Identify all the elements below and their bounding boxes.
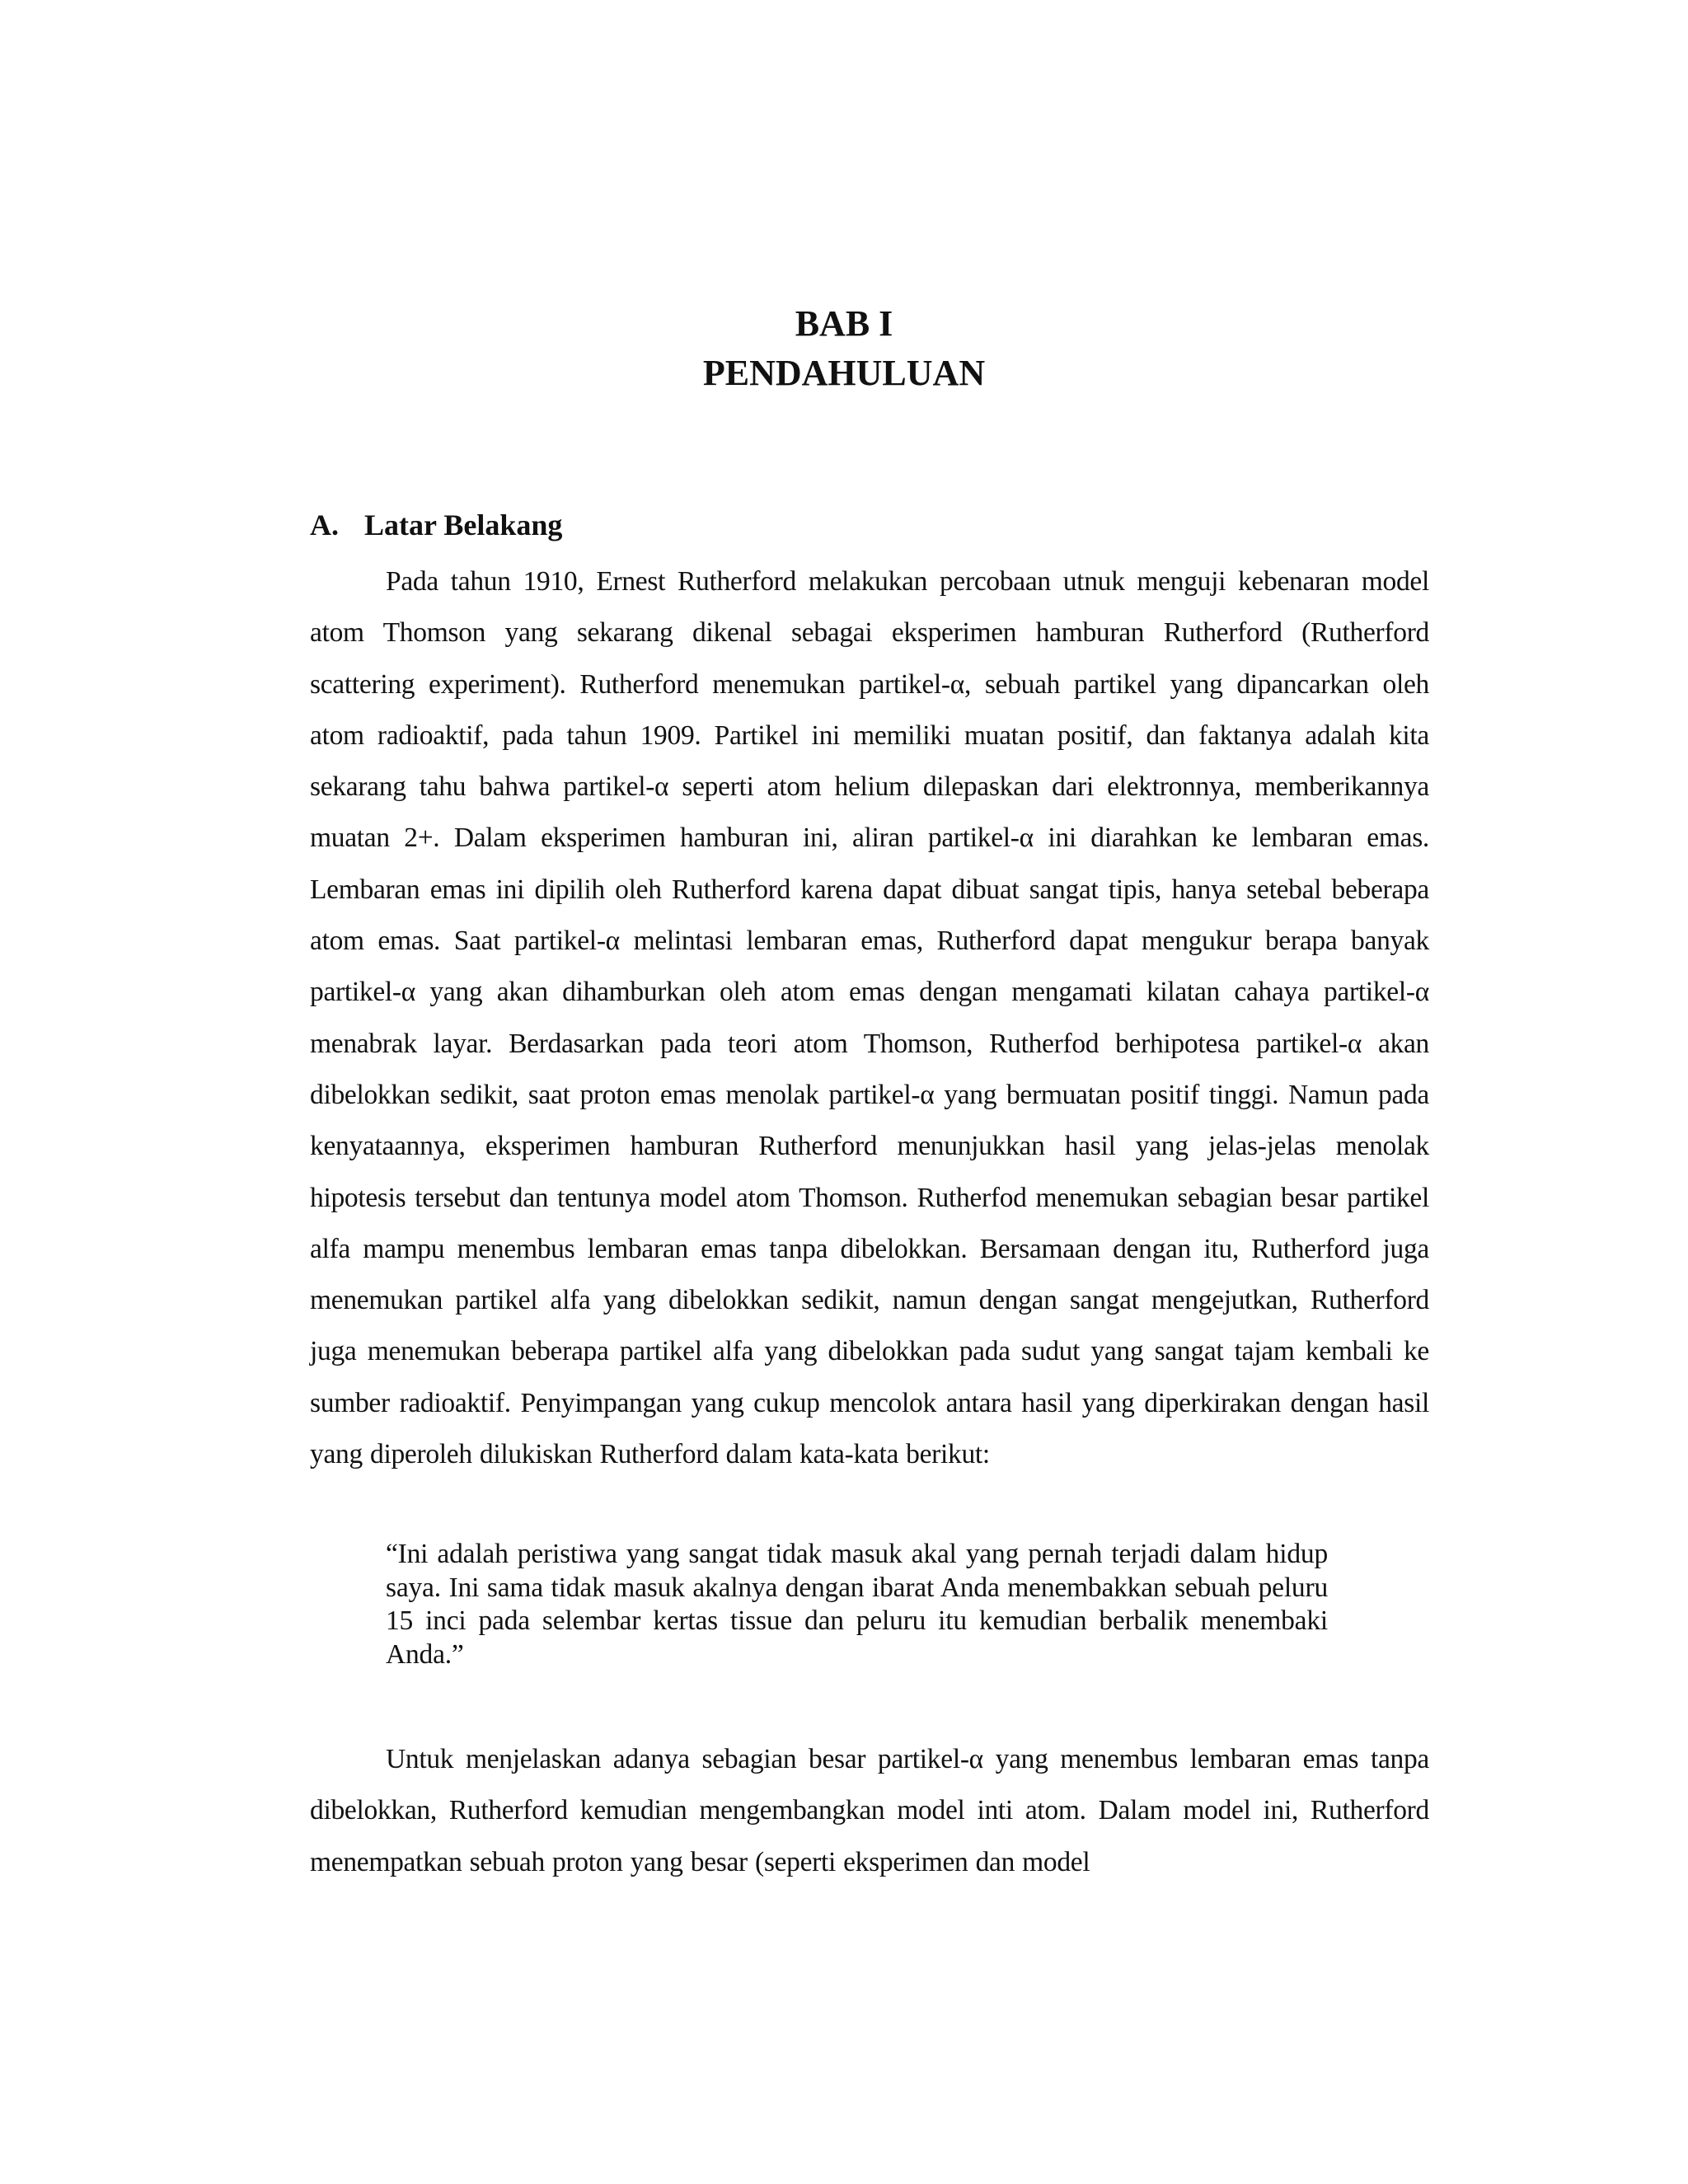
section-title: Latar Belakang [364, 509, 563, 541]
chapter-title: PENDAHULUAN [702, 353, 986, 393]
body-paragraph-1: Pada tahun 1910, Ernest Rutherford melakukan percobaan utnuk menguji kebenaran model atom Thomson yang sekarang dikenal sebagai eksperimen hamburan Rutherford (Rutherford scattering experiment). Rutherford menemukan partikel-α, sebuah partikel yang dipancarkan oleh atom radioaktif, pada tahun 1909. Partikel ini memiliki muatan positif, dan faktanya adalah kita sekarang tahu bahwa partikel-α seperti atom helium dilepaskan dari elektronnya, memberikannya muatan 2+. Dalam eksperimen hamburan ini, aliran partikel-α ini diarahkan ke lembaran emas. Lembaran emas ini dipilih oleh Rutherford karena dapat dibuat sangat tipis, hanya setebal beberapa atom emas. Saat partikel-α melintasi lembaran emas, Rutherford dapat mengukur berapa banyak partikel-α yang akan dihamburkan oleh atom emas dengan mengamati kilatan cahaya partikel-α menabrak layar. Berdasarkan pada teori atom Thomson, Rutherfod berhipotesa partikel-α akan dibelokkan sedikit, saat proton emas menolak partikel-α yang bermuatan positif tinggi. Namun pada kenyataannya, eksperimen hamburan Rutherford menunjukkan hasil yang jelas-jelas menolak hipotesis tersebut dan tentunya model atom Thomson. Rutherfod menemukan sebagian besar partikel alfa mampu menembus lembaran emas tanpa dibelokkan. Bersamaan dengan itu, Rutherford juga menemukan partikel alfa yang dibelokkan sedikit, namun dengan sangat mengejutkan, Rutherford juga menemukan beberapa partikel alfa yang dibelokkan pada sudut yang sangat tajam kembali ke sumber radioaktif. Penyimpangan yang cukup mencolok antara hasil yang diperkirakan dengan hasil yang diperoleh dilukiskan Rutherford dalam kata-kata berikut: [310, 566, 1429, 1470]
section-number: A. [310, 509, 339, 541]
chapter-number: BAB I [795, 303, 893, 344]
section-heading [310, 504, 562, 546]
body-paragraph-2: Untuk menjelaskan adanya sebagian besar partikel-α yang menembus lembaran emas tanpa dibelokkan, Rutherford kemudian mengembangkan model inti atom. Dalam model ini, Rutherford menempatkan sebuah proton yang besar (seperti eksperimen dan model [310, 1744, 1429, 1877]
block-quote: “Ini adalah peristiwa yang sangat tidak masuk akal yang pernah terjadi dalam hidup saya. Ini sama tidak masuk akalnya dengan ibarat Anda menembakkan sebuah peluru 15 inci pada selembar kertas tissue dan peluru itu kemudian berbalik menembaki Anda.” [386, 1539, 1328, 1670]
